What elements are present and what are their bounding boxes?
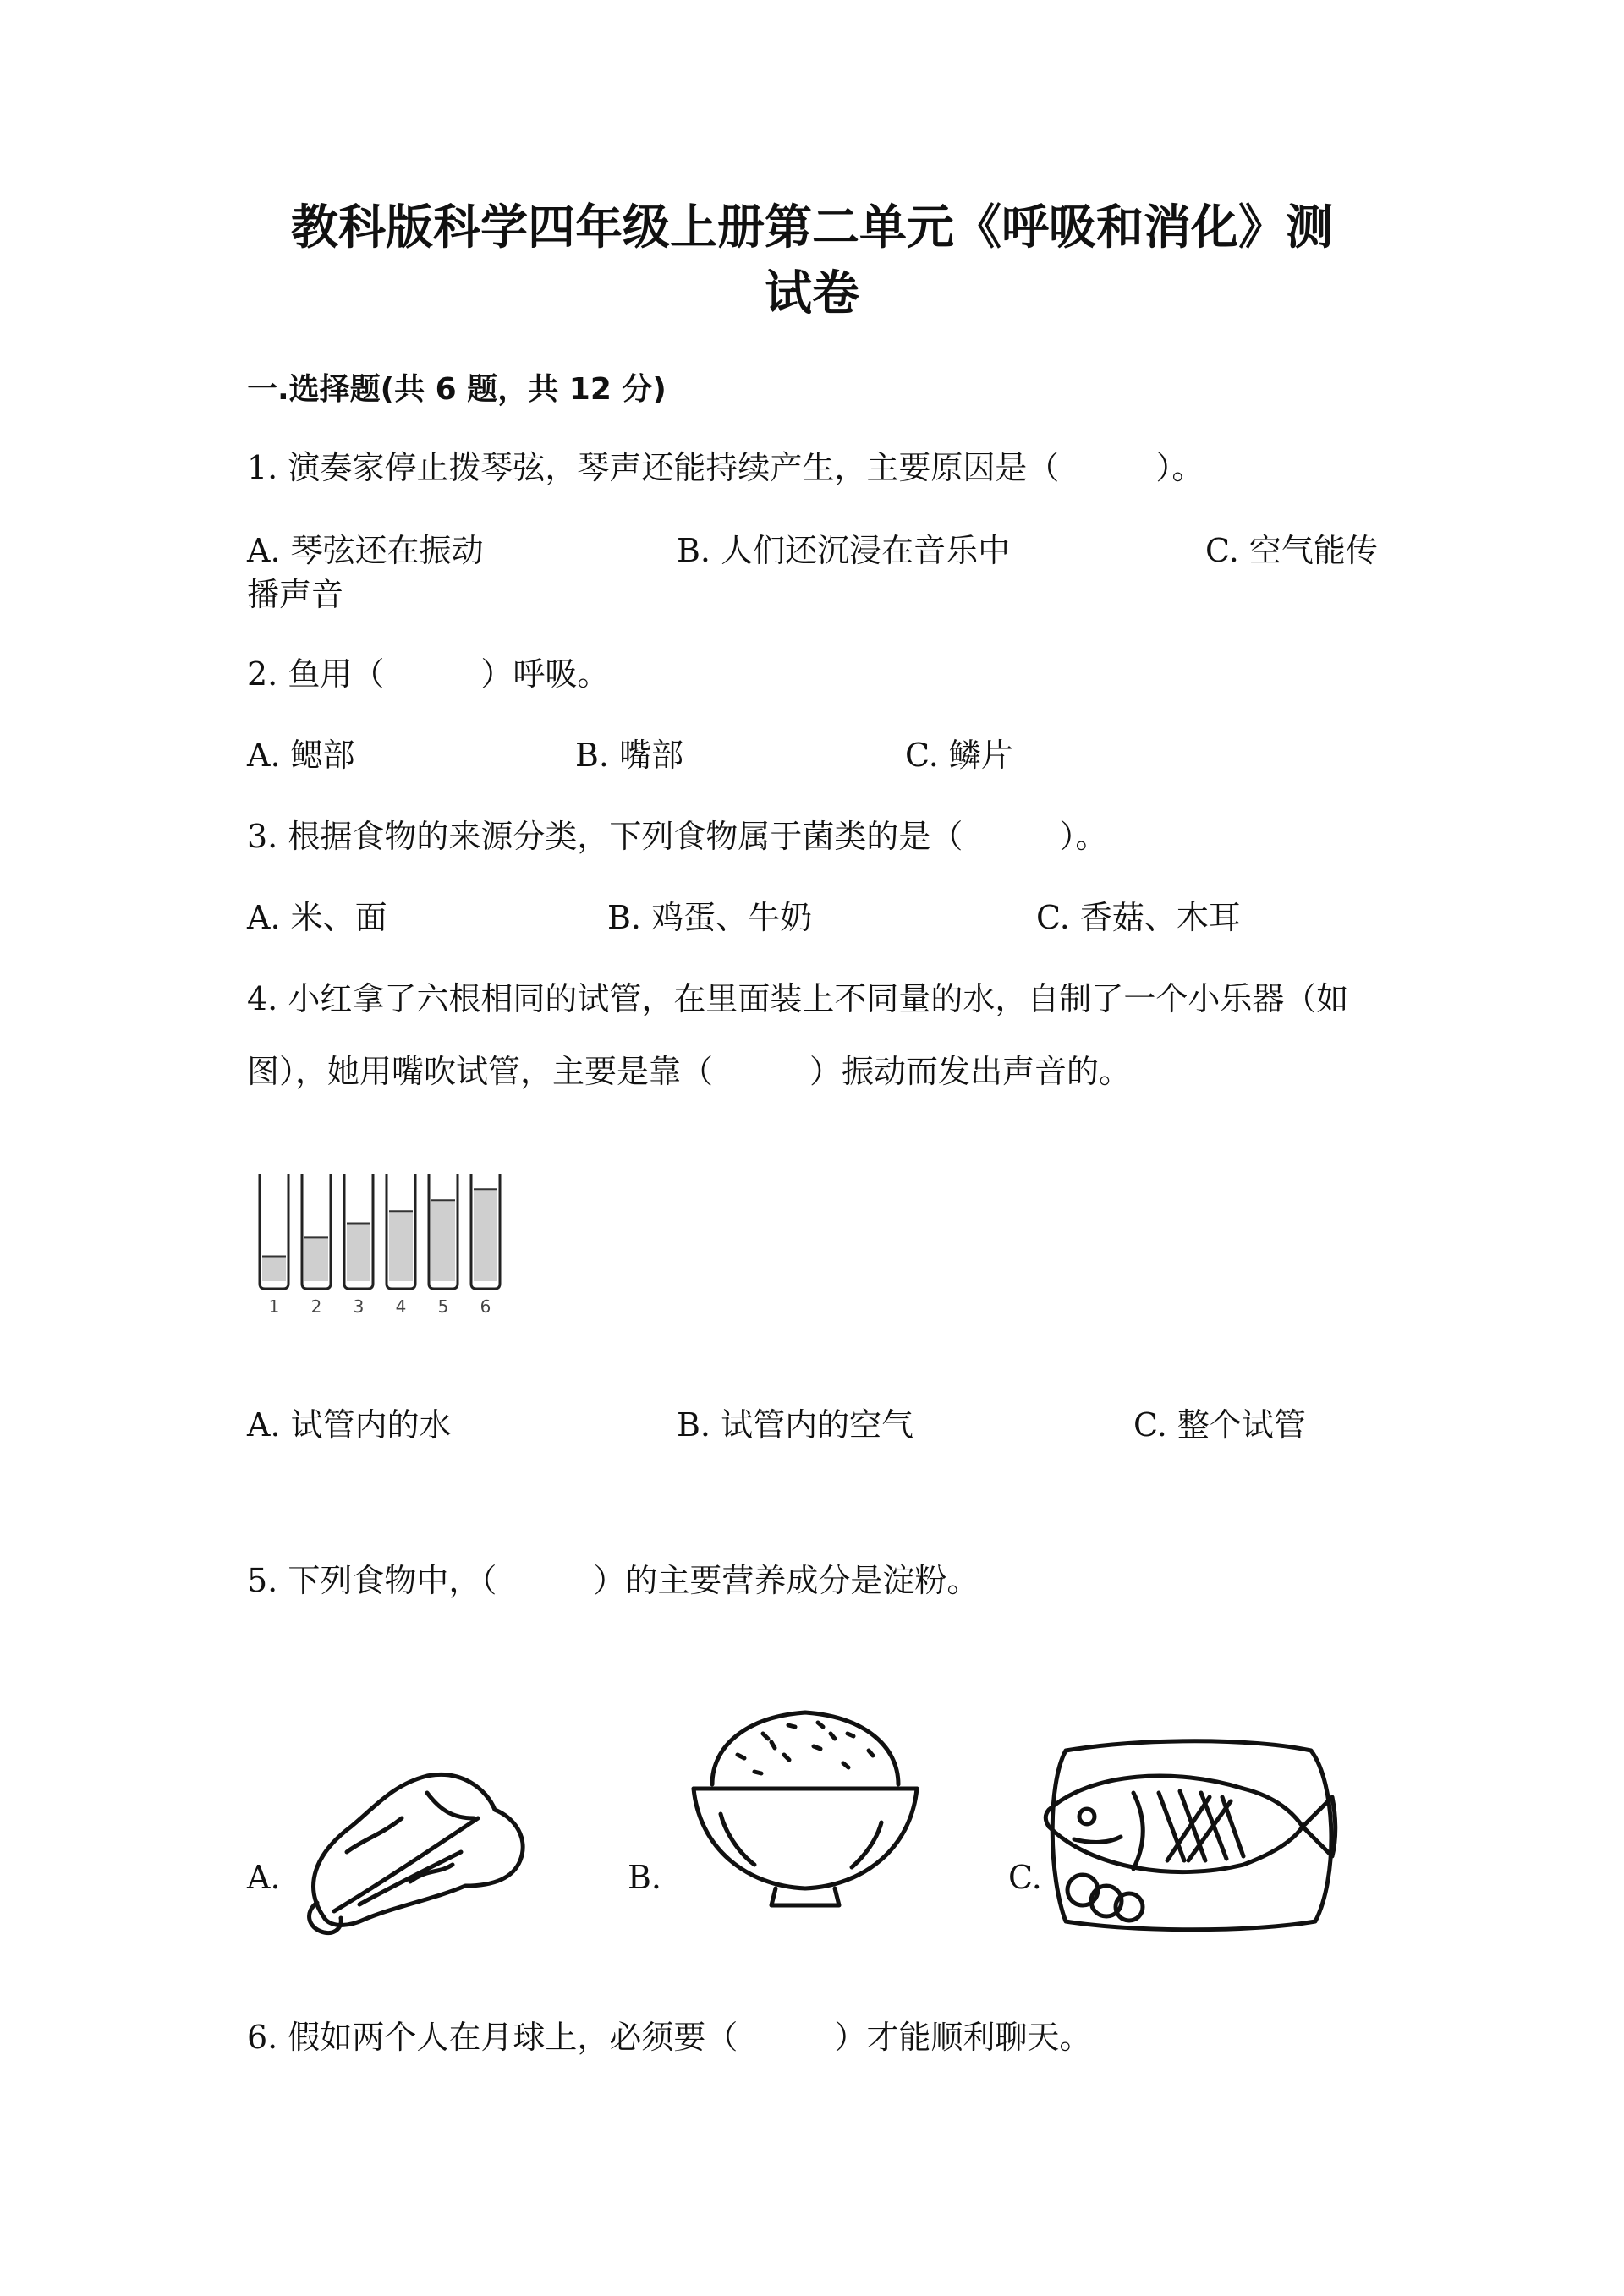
tube-4-water <box>389 1211 413 1281</box>
tube-3-water <box>347 1224 370 1282</box>
question-6: 6. 假如两个人在月球上，必须要（ ）才能顺利聊天。 <box>247 2019 1092 2056</box>
q1-option-c[interactable]: C. 空气能传 <box>1205 532 1378 569</box>
section-heading: 一.选择题(共 6 题，共 12 分) <box>247 372 667 407</box>
tube-label-2: 2 <box>310 1296 322 1317</box>
tube-5-water <box>431 1200 455 1281</box>
question-2: 2. 鱼用（ ）呼吸。 <box>247 655 610 693</box>
test-tubes-figure <box>241 1167 546 1319</box>
question-1: 1. 演奏家停止拨琴弦，琴声还能持续产生，主要原因是（ ）。 <box>247 449 1204 486</box>
cabbage-icon <box>283 1759 537 1937</box>
q1-option-a[interactable]: A. 琴弦还在振动 <box>247 532 484 569</box>
fish-plate-icon <box>1040 1734 1345 1937</box>
q1-option-c-continued: 播声音 <box>247 576 344 613</box>
q5-option-c[interactable]: C. <box>1008 1859 1042 1896</box>
q1-option-b[interactable]: B. 人们还沉浸在音乐中 <box>677 532 1011 569</box>
doc-title-line2: 试卷 <box>765 266 859 321</box>
tube-label-4: 4 <box>395 1296 407 1317</box>
q5-option-a[interactable]: A. <box>247 1859 281 1896</box>
tube-label-5: 5 <box>437 1296 449 1317</box>
question-5: 5. 下列食物中，（ ）的主要营养成分是淀粉。 <box>247 1562 979 1599</box>
q3-option-c[interactable]: C. 香菇、木耳 <box>1036 899 1241 936</box>
tube-2-water <box>304 1237 328 1281</box>
q4-option-c[interactable]: C. 整个试管 <box>1133 1406 1306 1444</box>
question-3: 3. 根据食物的来源分类，下列食物属于菌类的是（ ）。 <box>247 818 1108 855</box>
question-4-line2: 图），她用嘴吹试管，主要是靠（ ）振动而发出声音的。 <box>247 1053 1132 1090</box>
q4-option-a[interactable]: A. 试管内的水 <box>247 1406 452 1444</box>
q3-option-b[interactable]: B. 鸡蛋、牛奶 <box>607 899 813 936</box>
tube-6-water <box>474 1189 497 1281</box>
q4-option-b[interactable]: B. 试管内的空气 <box>677 1406 914 1444</box>
doc-title-line1: 教科版科学四年级上册第二单元《呼吸和消化》测 <box>291 200 1333 255</box>
q3-option-a[interactable]: A. 米、面 <box>247 899 387 936</box>
question-4-line1: 4. 小红拿了六根相同的试管，在里面装上不同量的水，自制了一个小乐器（如 <box>247 980 1349 1017</box>
tube-1-water <box>262 1257 286 1282</box>
rice-bowl-icon <box>687 1696 924 1915</box>
tube-label-1: 1 <box>268 1296 280 1317</box>
q5-option-b[interactable]: B. <box>628 1859 662 1896</box>
tube-label-3: 3 <box>353 1296 365 1317</box>
q2-option-c[interactable]: C. 鳞片 <box>905 737 1013 774</box>
tube-label-6: 6 <box>480 1296 491 1317</box>
q2-option-a[interactable]: A. 鳃部 <box>247 737 355 774</box>
q2-option-b[interactable]: B. 嘴部 <box>575 737 684 774</box>
